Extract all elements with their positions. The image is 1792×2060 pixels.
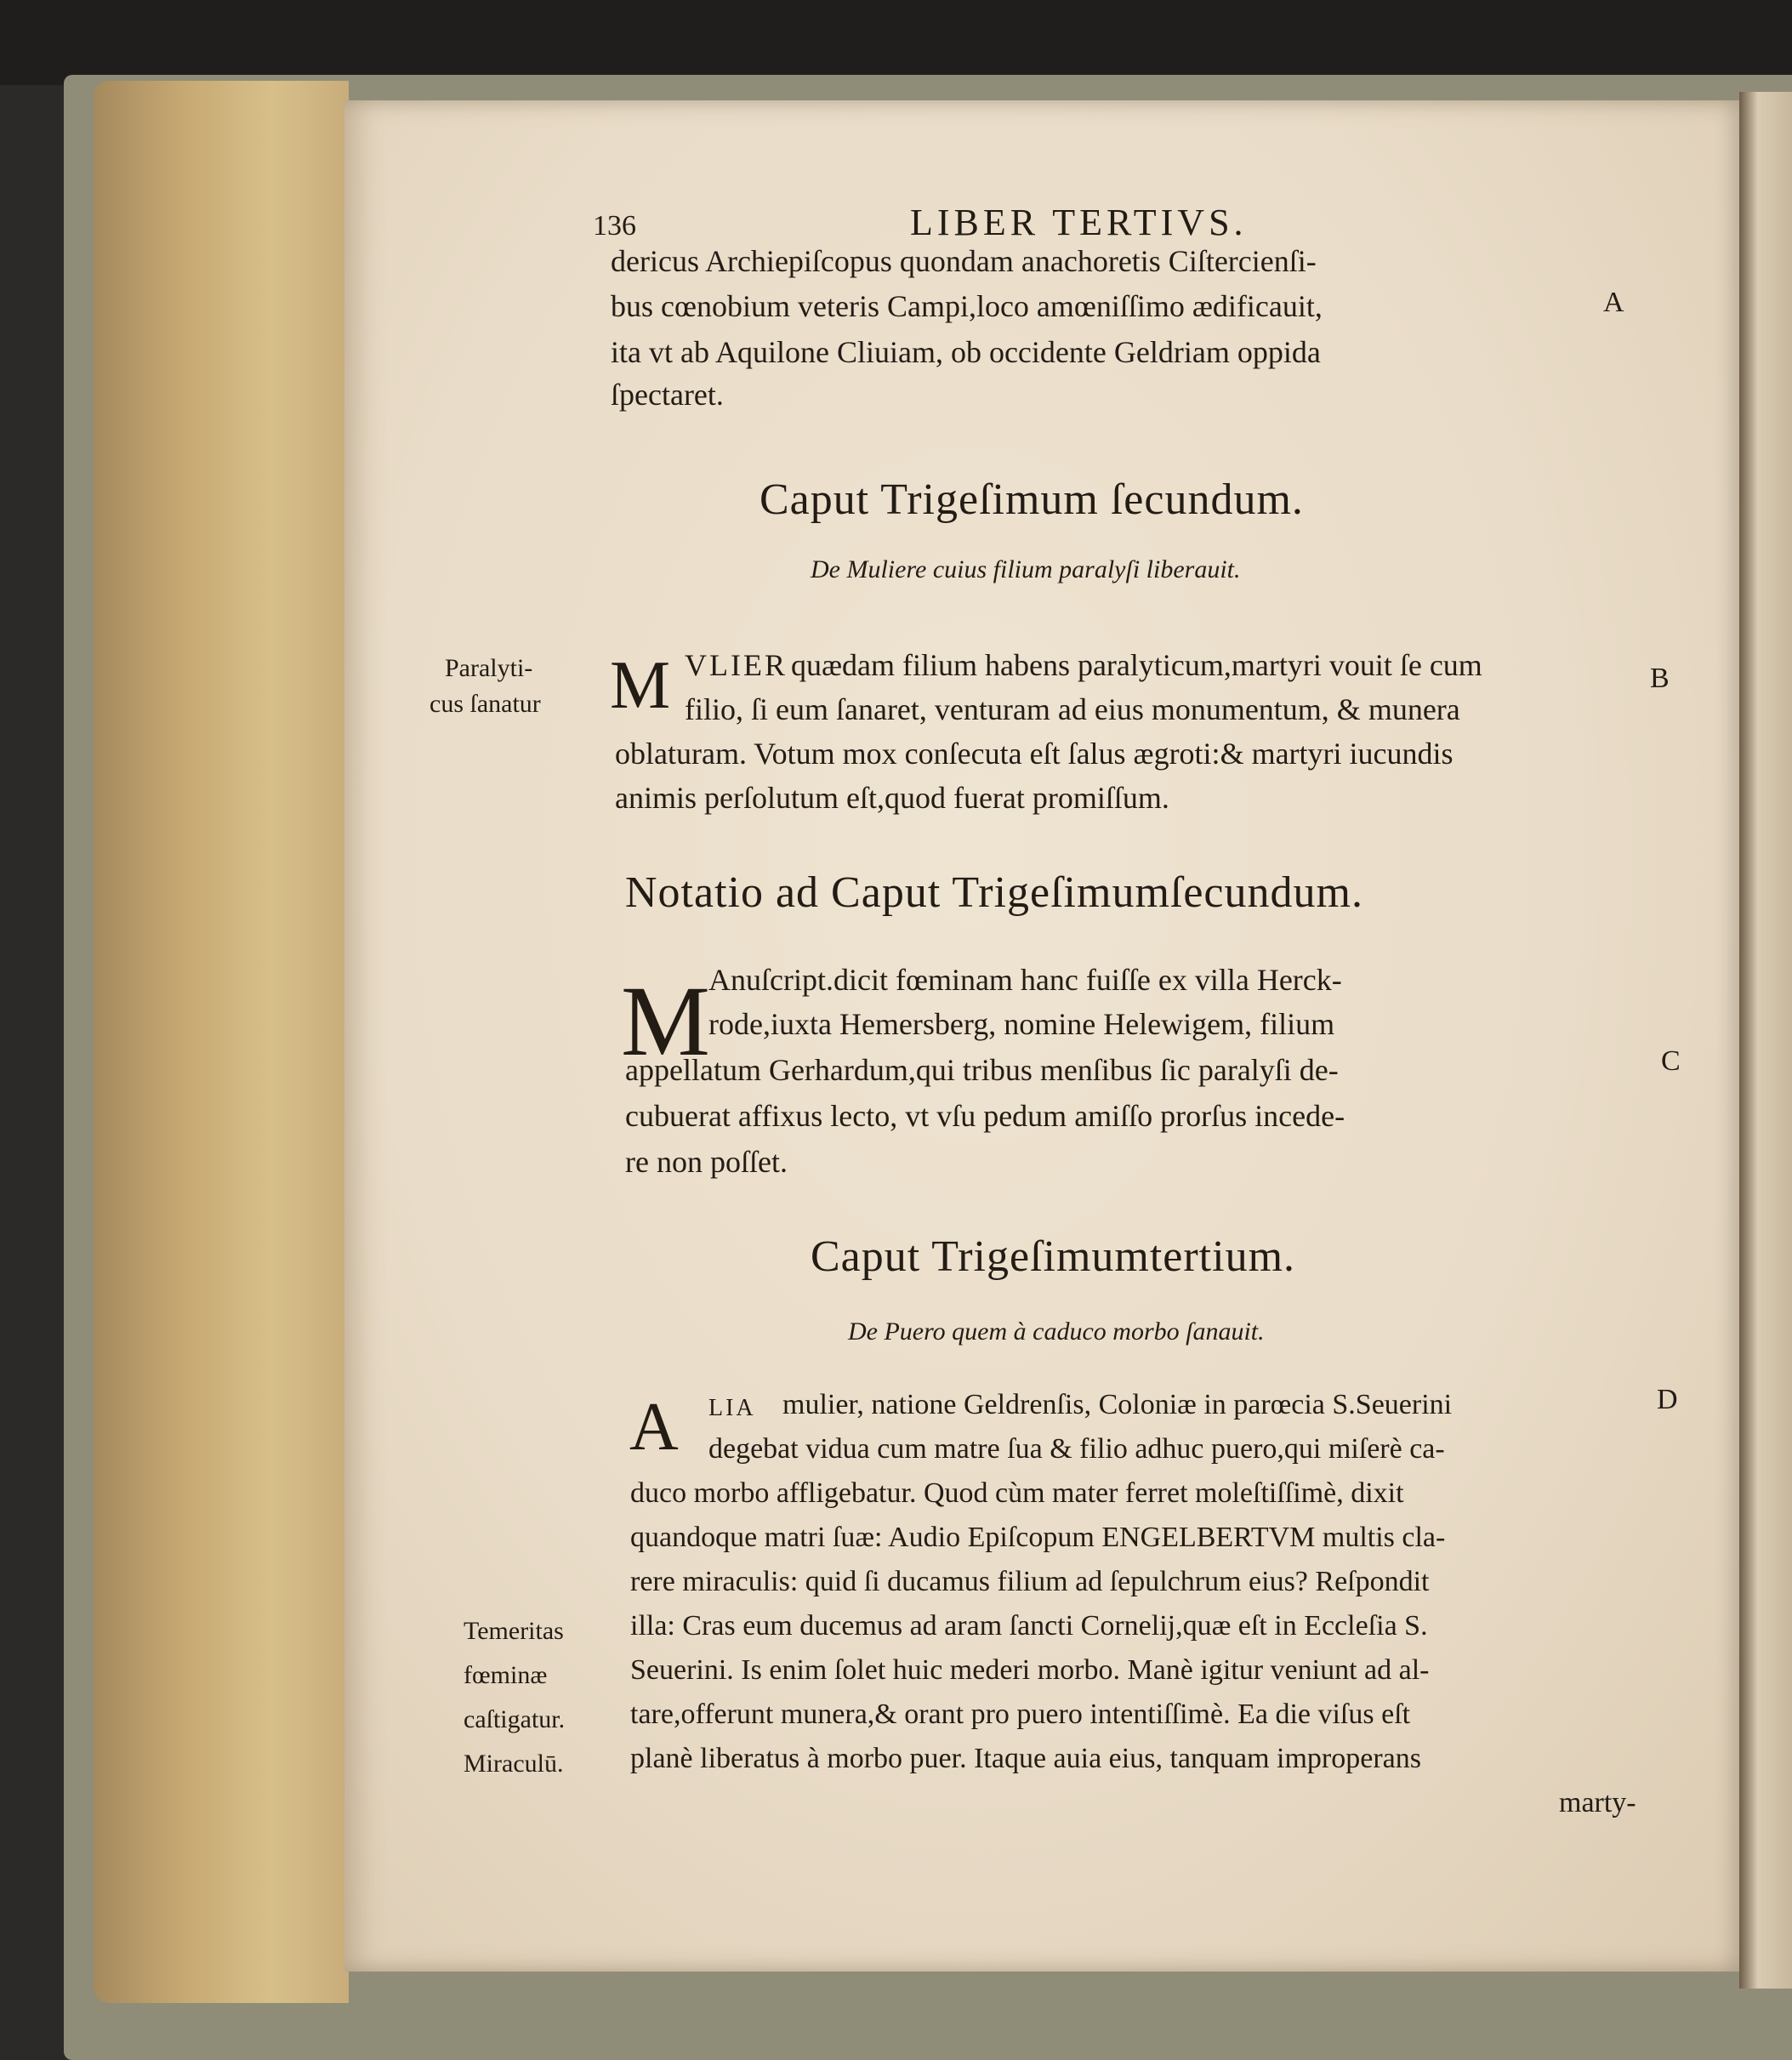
- chapter-subtitle: De Muliere cuius filium paralyſi liberauit.: [811, 555, 1241, 583]
- intro-line: ſpectaret.: [611, 378, 724, 412]
- text-line: cubuerat affixus lecto, vt vſu pedum amiſſo prorſus incede-: [625, 1099, 1345, 1133]
- page-edges: [94, 81, 349, 2003]
- section-letter-c: C: [1661, 1045, 1681, 1077]
- page-number: 136: [593, 210, 636, 242]
- first-word: VLIER: [685, 648, 788, 682]
- chapter-heading: Caput Trigeſimum ſecundum.: [759, 475, 1304, 524]
- text-line: filio, ſi eum ſanaret, venturam ad eius monumentum, & munera: [685, 692, 1460, 726]
- text-line: degebat vidua cum matre ſua & filio adhuc puero,qui miſerè ca-: [708, 1433, 1445, 1465]
- intro-line: dericus Archiepiſcopus quondam anachoretis Ciſtercienſi-: [611, 244, 1317, 278]
- marginal-note: caſtigatur.: [464, 1705, 566, 1733]
- text-line: quædam filium habens paralyticum,martyri vouit ſe cum: [791, 648, 1482, 682]
- chapter-heading: Caput Trigeſimumtertium.: [811, 1232, 1296, 1281]
- text-line: Seuerini. Is enim ſolet huic mederi morbo. Manè igitur veniunt ad al-: [630, 1654, 1430, 1686]
- text-line: duco morbo affligebatur. Quod cùm mater ferret moleſtiſſimè, dixit: [630, 1477, 1404, 1509]
- text-line: quandoque matri ſuæ: Audio Epiſcopum ENGELBERTVM multis cla-: [630, 1522, 1446, 1553]
- text-line: Anuſcript.dicit fœminam hanc fuiſſe ex villa Herck-: [708, 963, 1342, 997]
- text-line: re non poſſet.: [625, 1145, 788, 1179]
- marginal-note: cus ſanatur: [430, 690, 541, 718]
- section-letter-b: B: [1650, 663, 1670, 694]
- text-line: planè liberatus à morbo puer. Itaque auia eius, tanquam improperans: [630, 1743, 1421, 1774]
- marginal-note: fœminæ: [464, 1661, 548, 1689]
- text-line: oblaturam. Votum mox conſecuta eſt ſalus ægroti:& martyri iucundis: [615, 737, 1454, 771]
- text-line: mulier, natione Geldrenſis, Coloniæ in parœcia S.Seuerini: [782, 1389, 1453, 1420]
- initial-letter: M: [610, 648, 671, 723]
- text-line: illa: Cras eum ducemus ad aram ſancti Cornelij,quæ eſt in Eccleſia S.: [630, 1610, 1428, 1642]
- marginal-note: Paralyti-: [445, 654, 533, 682]
- initial-letter: M: [621, 965, 710, 1077]
- marginal-note: Miraculū.: [464, 1750, 564, 1778]
- text-line: animis perſolutum eſt,quod fuerat promiſſum.: [615, 781, 1169, 815]
- chapter-subtitle: De Puero quem à caduco morbo ſanauit.: [848, 1317, 1265, 1346]
- marginal-note: Temeritas: [464, 1617, 564, 1645]
- section-letter-a: A: [1603, 287, 1624, 318]
- intro-line: ita vt ab Aquilone Cliuiam, ob occidente Geldriam oppida: [611, 335, 1321, 369]
- catchword: marty-: [1559, 1787, 1636, 1818]
- text-line: rode,iuxta Hemersberg, nomine Helewigem, filium: [708, 1007, 1335, 1041]
- facing-page-edge: [1739, 92, 1792, 1989]
- notatio-heading: Notatio ad Caput Trigeſimumſecundum.: [625, 868, 1363, 917]
- text-line: rere miraculis: quid ſi ducamus filium ad ſepulchrum eius? Reſpondit: [630, 1566, 1430, 1597]
- intro-line: bus cœnobium veteris Campi,loco amœniſſimo ædificauit,: [611, 289, 1323, 323]
- text-line: tare,offerunt munera,& orant pro puero intentiſſimè. Ea die viſus eſt: [630, 1699, 1411, 1730]
- book-page: [344, 100, 1739, 1972]
- running-title: LIBER TERTIVS.: [910, 202, 1248, 243]
- first-word: LIA: [708, 1395, 756, 1421]
- background: [0, 0, 1792, 85]
- initial-letter: A: [629, 1390, 679, 1465]
- section-letter-d: D: [1657, 1384, 1678, 1415]
- text-line: appellatum Gerhardum,qui tribus menſibus ſic paralyſi de-: [625, 1053, 1339, 1087]
